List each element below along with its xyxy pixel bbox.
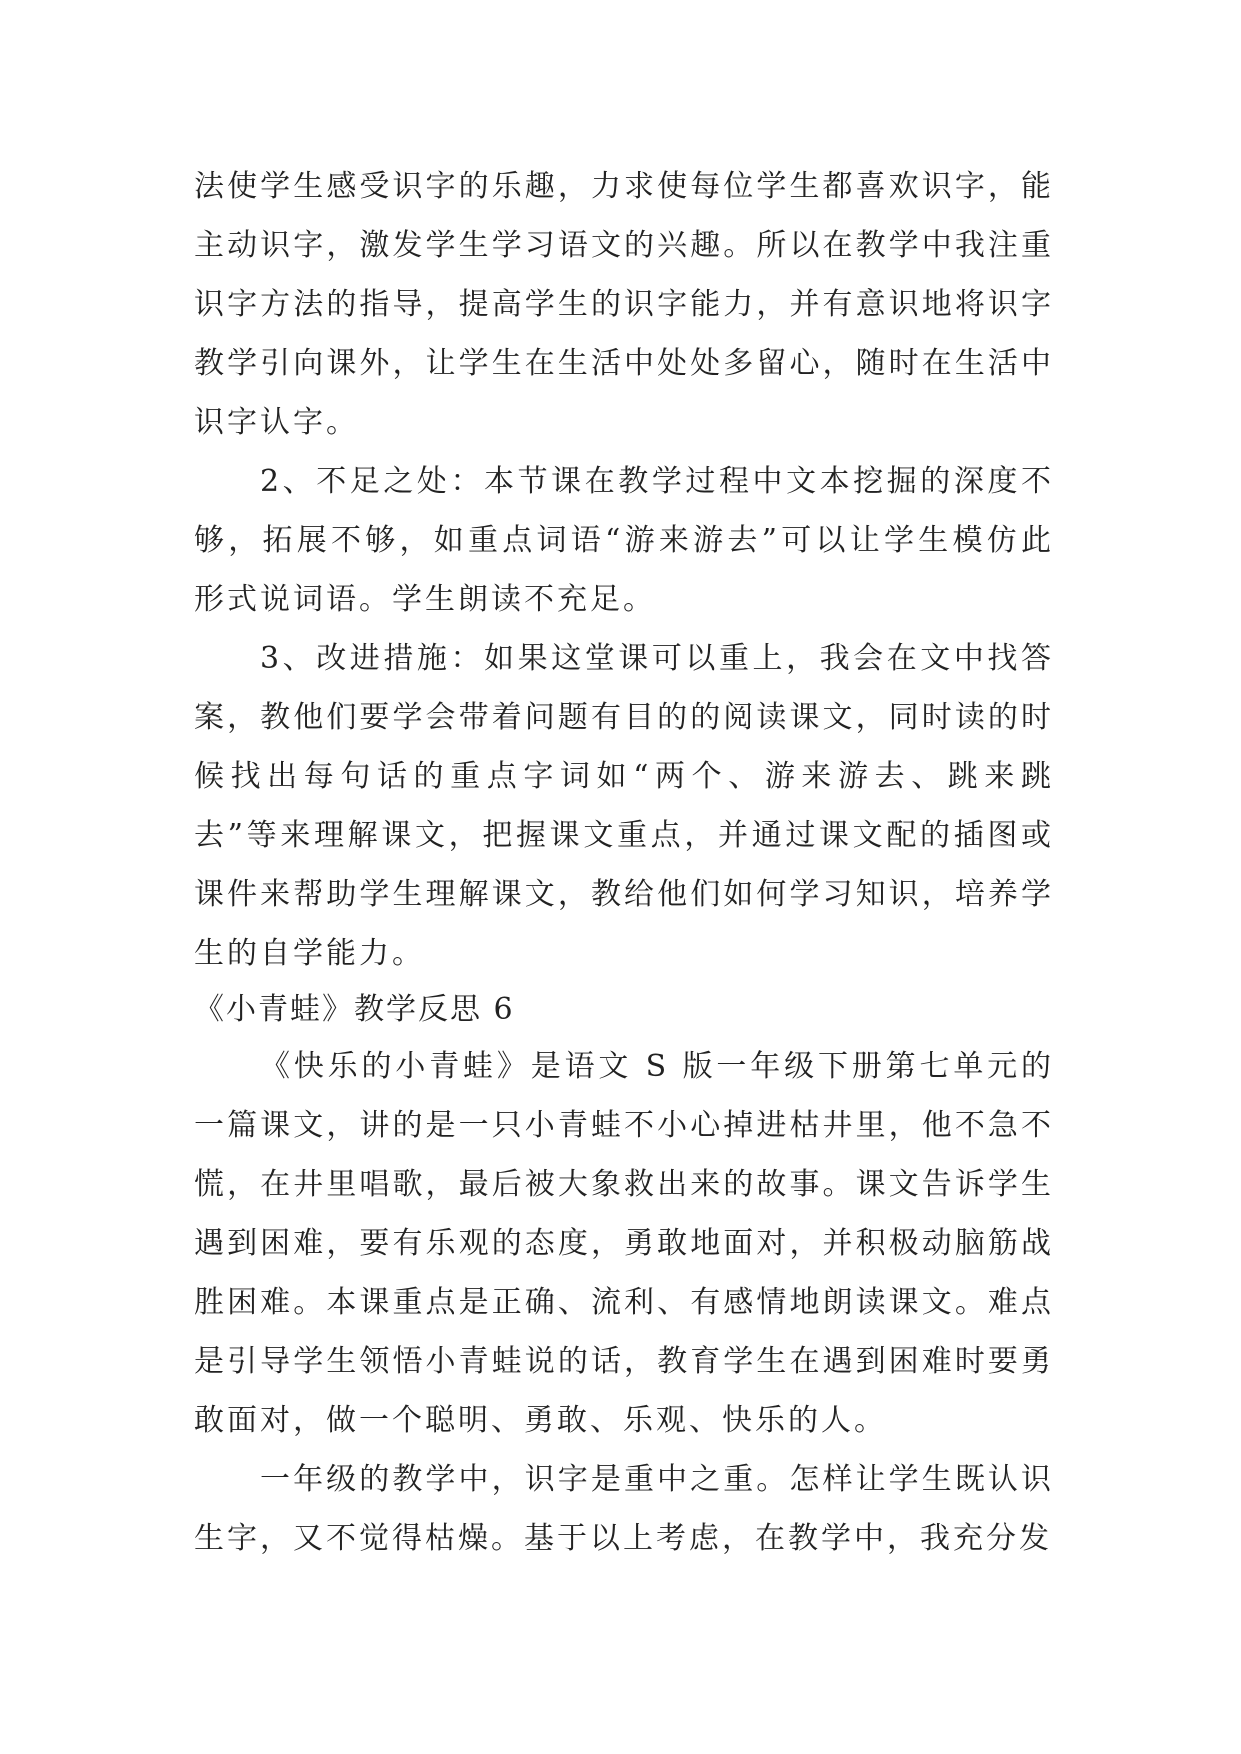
paragraph-continued: 法使学生感受识字的乐趣，力求使每位学生都喜欢识字，能主动识字，激发学生学习语文的兴趣。所以在教学中我注重识字方法的指导，提高学生的识字能力，并有意识地将识字教学引向课外，让学生在生活中处处多留心，随时在生活中识字认字。: [194, 169, 1054, 440]
paragraph-lesson-intro: 《快乐的小青蛙》是语文 S 版一年级下册第七单元的一篇课文，讲的是一只小青蛙不小心掉进枯井里，他不急不慌，在井里唱歌，最后被大象救出来的故事。课文告诉学生遇到困难，要有乐观的态度，勇敢地面对，并积极动脑筋战胜困难。本课重点是正确、流利、有感情地朗读课文。难点是引导学生领悟小青蛙说的话，教育学生在遇到困难时要勇敢面对，做一个聪明、勇敢、乐观、快乐的人。: [194, 1049, 1054, 1438]
paragraph-literacy: 一年级的教学中，识字是重中之重。怎样让学生既认识生字，又不觉得枯燥。基于以上考虑，在教学中，我充分发: [194, 1462, 1054, 1556]
document-body: [194, 157, 1054, 1568]
section-title: 《小青蛙》教学反思 6: [194, 992, 515, 1027]
paragraph-improvements: 3、改进措施：如果这堂课可以重上，我会在文中找答案，教他们要学会带着问题有目的的阅读课文，同时读的时候找出每句话的重点字词如“两个、游来游去、跳来跳去”等来理解课文，把握课文重点，并通过课文配的插图或课件来帮助学生理解课文，教给他们如何学习知识，培养学生的自学能力。: [194, 641, 1054, 971]
paragraph-shortcomings: 2、不足之处：本节课在教学过程中文本挖掘的深度不够，拓展不够，如重点词语“游来游去”可以让学生模仿此形式说词语。学生朗读不充足。: [194, 464, 1054, 617]
